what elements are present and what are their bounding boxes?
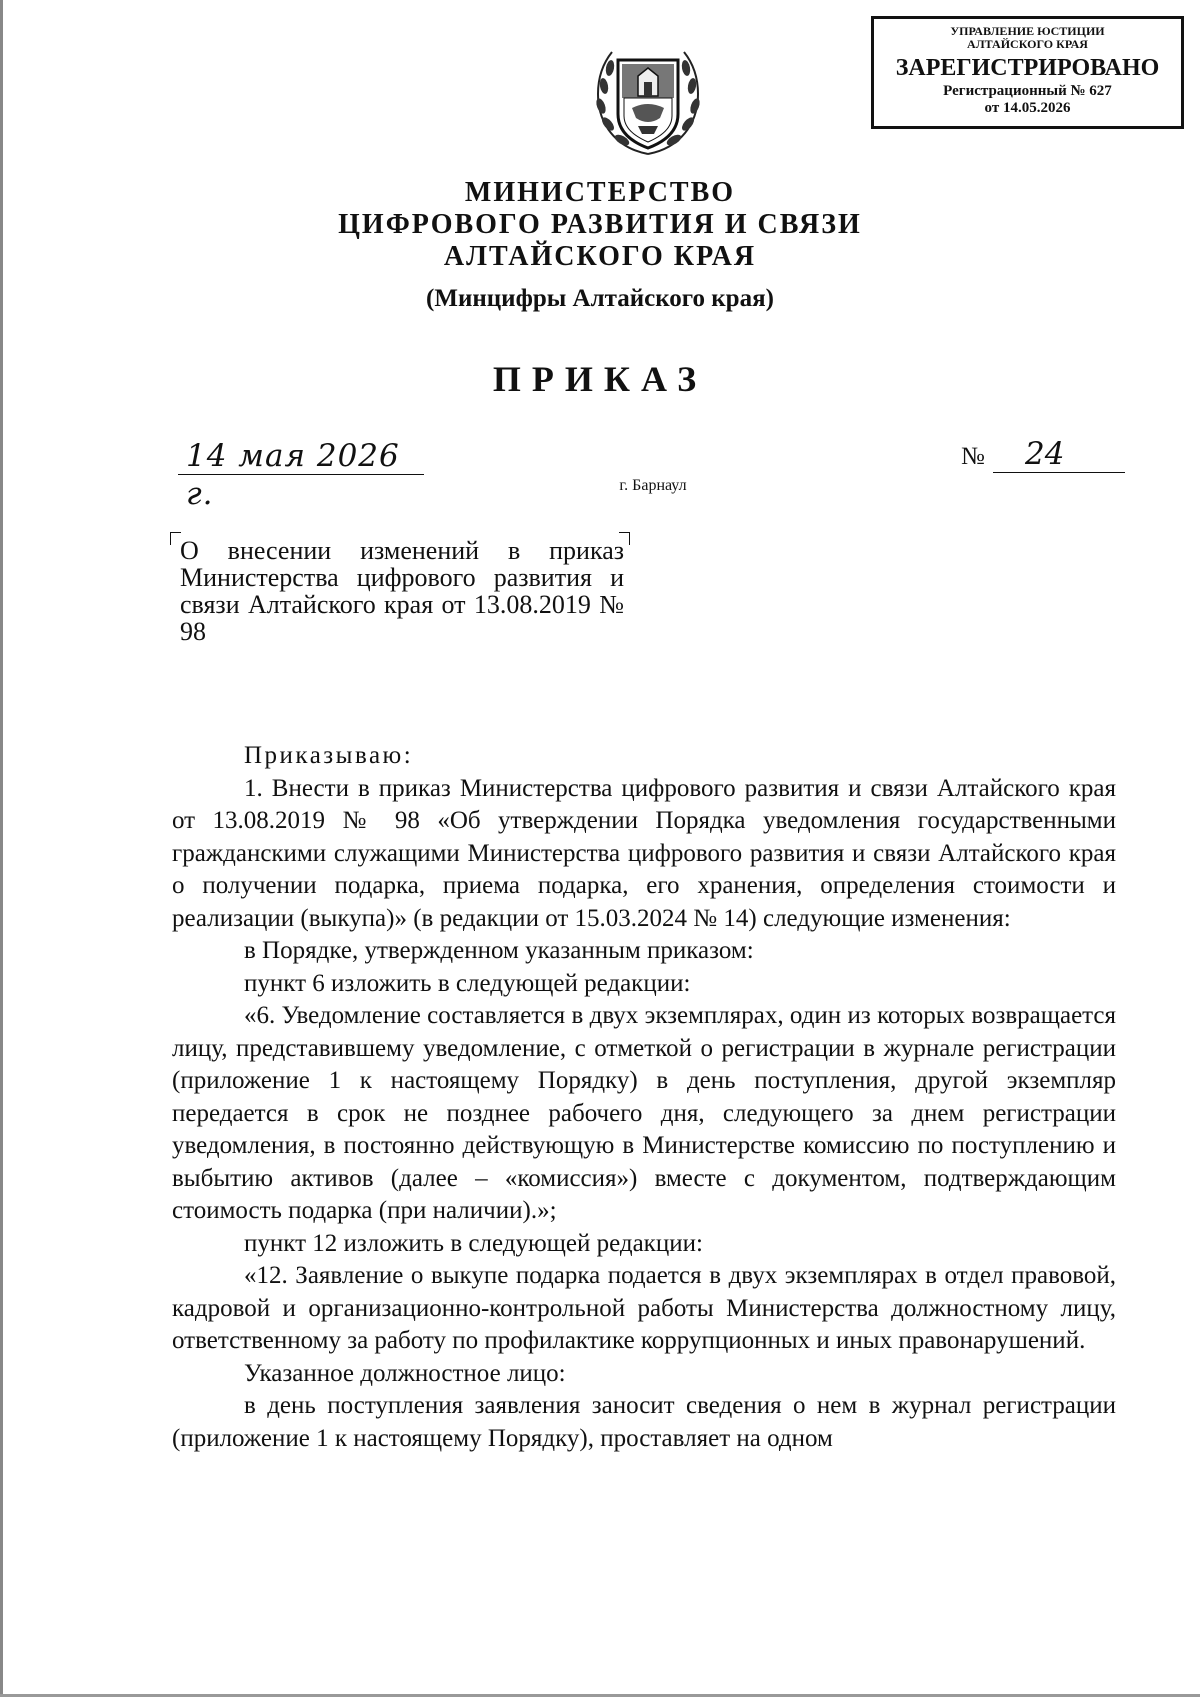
- ministry-line-2: ЦИФРОВОГО РАЗВИТИЯ И СВЯЗИ: [338, 209, 862, 240]
- document-type-title: ПРИКАЗ: [492, 359, 708, 399]
- stamp-status: ЗАРЕГИСТРИРОВАНО: [895, 55, 1160, 81]
- stamp-reg-date: от 14.05.2026: [984, 100, 1071, 116]
- number-label: №: [961, 443, 985, 470]
- handwritten-date: 14 мая 2026 г.: [178, 437, 424, 475]
- body-paragraph: «12. Заявление о выкупе подарка подается в двух экземплярах в отдел правовой, кадровой и организационно-контрольной работы Министерства должностному лицу, ответственному за работу по профилактике коррупционных и иных правонарушений.: [172, 1262, 1116, 1354]
- document-subject: О внесении изменений в приказ Министерства цифрового развития и связи Алтайского края от 13.08.2019 № 98: [180, 536, 624, 646]
- ministry-line-1: МИНИСТЕРСТВО: [464, 177, 736, 208]
- body-paragraph: пункт 12 изложить в следующей редакции:: [244, 1229, 703, 1257]
- command-line: Приказываю:: [244, 742, 414, 769]
- body-paragraph: «6. Уведомление составляется в двух экземплярах, один из которых возвращается лицу, представившему уведомление, с отметкой о регистрации в журнале регистрации (приложение 1 к настоящему Порядку) в день поступления, другой экземпляр передается в срок не позднее рабочего дня, следующего за днем регистрации уведомления, в постоянно действующую в Министерстве комиссию по поступлению и выбытию активов (далее – «комиссия») вместе с документом, подтверждающим стоимость подарка (при наличии).»;: [172, 1002, 1116, 1224]
- stamp-region: АЛТАЙСКОГО КРАЯ: [967, 37, 1088, 51]
- body-paragraph: Указанное должностное лицо:: [244, 1359, 566, 1387]
- city: г. Барнаул: [619, 477, 687, 494]
- body-paragraph: в Порядке, утвержденном указанным приказом:: [244, 937, 754, 964]
- registration-stamp: [871, 16, 1184, 129]
- ministry-line-3: АЛТАЙСКОГО КРАЯ: [443, 241, 757, 272]
- ministry-name: [300, 177, 900, 273]
- stamp-reg-number: Регистрационный № 627: [943, 83, 1112, 99]
- stamp-authority: УПРАВЛЕНИЕ ЮСТИЦИИ: [950, 24, 1105, 38]
- handwritten-number: 24: [993, 436, 1125, 473]
- body-paragraph: пункт 6 изложить в следующей редакции:: [244, 969, 691, 997]
- scan-border-left: [0, 0, 3, 1697]
- body-paragraph: в день поступления заявления заносит сведения о нем в журнал регистрации (приложение 1 к настоящему Порядку), проставляет на одном: [172, 1392, 1116, 1452]
- coat-of-arms-icon: [588, 36, 708, 164]
- document-body: [172, 740, 1116, 1455]
- ministry-short-name: (Минцифры Алтайского края): [426, 285, 774, 312]
- body-paragraph: 1. Внести в приказ Министерства цифрового развития и связи Алтайского края от 13.08.2019 № 98 «Об утверждении Порядка уведомления государственными гражданскими служащими Министерства цифрового развития и связи Алтайского края о получении подарка, приема подарка, его хранения, определения стоимости и реализации (выкупа)» (в редакции от 15.03.2024 № 14) следующие изменения:: [172, 774, 1116, 932]
